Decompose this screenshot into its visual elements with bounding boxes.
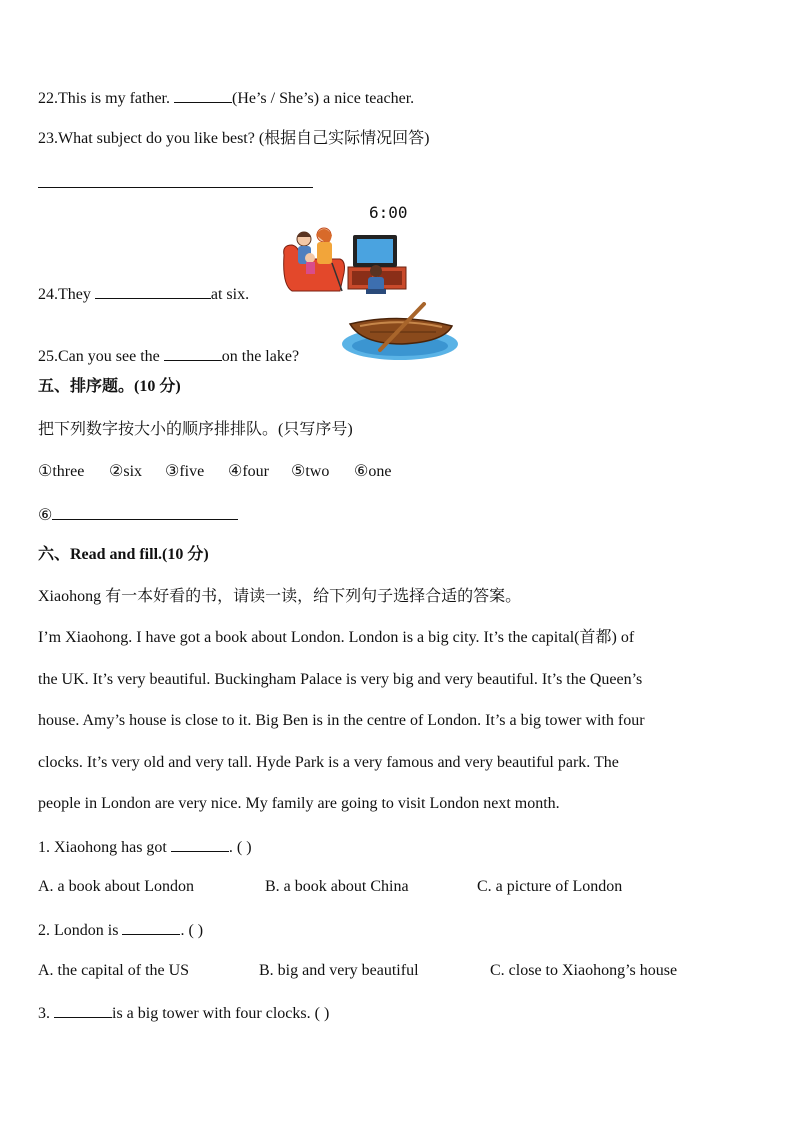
reading-question-2 xyxy=(38,919,203,941)
passage-line: I’m Xiaohong. I have got a book about London. London is a big city. It’s the capital(首都) of xyxy=(38,629,635,646)
sorting-answer xyxy=(38,504,238,526)
section-6-title: 六、Read and fill.(10 分) xyxy=(38,546,209,563)
section-6-instruction: Xiaohong 有一本好看的书，请读一读，给下列句子选择合适的答案。 xyxy=(38,588,522,605)
question-25 xyxy=(38,345,299,367)
q22-answer-blank[interactable] xyxy=(174,87,232,103)
question-24 xyxy=(38,283,249,305)
rq3-answer-blank[interactable] xyxy=(54,1002,112,1018)
rq2-options xyxy=(38,961,677,981)
q25-answer-blank[interactable] xyxy=(164,345,222,361)
q22-text-after: (He’s / She’s) a nice teacher. xyxy=(231,90,415,107)
section-5-title: 五、排序题。(10 分) xyxy=(38,378,181,395)
number-items-list xyxy=(38,462,391,482)
rq2-text-before: 2. London is xyxy=(38,922,123,939)
number-item: ⑤two xyxy=(291,463,330,480)
rq1-option-c[interactable]: C. a picture of London xyxy=(477,878,623,895)
rq1-option-a[interactable]: A. a book about London xyxy=(38,878,194,895)
q25-text-before: 25.Can you see the xyxy=(38,348,164,365)
passage-line: the UK. It’s very beautiful. Buckingham Palace is very big and very beautiful. It’s the Queen’s xyxy=(38,671,643,688)
rq2-option-a[interactable]: A. the capital of the US xyxy=(38,962,190,979)
family-watching-tv-picture xyxy=(280,225,410,297)
q24-text-before: 24.They xyxy=(38,286,95,303)
q24-answer-blank[interactable] xyxy=(95,283,211,299)
rq1-text-after: . ( ) xyxy=(228,839,252,856)
question-22 xyxy=(38,87,414,109)
number-item: ①three xyxy=(38,463,85,480)
rq1-answer-blank[interactable] xyxy=(171,836,229,852)
section-5-instruction: 把下列数字按大小的顺序排排队。(只写序号) xyxy=(38,421,353,438)
q25-text-after: on the lake? xyxy=(221,348,300,365)
number-item: ②six xyxy=(109,463,143,480)
number-item: ③five xyxy=(165,463,205,480)
passage-line: people in London are very nice. My family are going to visit London next month. xyxy=(38,795,560,812)
reading-question-1 xyxy=(38,836,252,858)
rq1-text-before: 1. Xiaohong has got xyxy=(38,839,171,856)
number-item: ④four xyxy=(228,463,269,480)
reading-question-3 xyxy=(38,1002,329,1024)
rq1-option-b[interactable]: B. a book about China xyxy=(265,878,409,895)
q24-text-after: at six. xyxy=(210,286,250,303)
q22-text-before: 22.This is my father. xyxy=(38,90,174,107)
q23-answer-line[interactable] xyxy=(38,187,313,188)
rq2-text-after: . ( ) xyxy=(180,922,204,939)
passage-line: clocks. It’s very old and very tall. Hyde Park is a very famous and very beautiful park. The xyxy=(38,754,619,771)
clock-time-label: 6:00 xyxy=(369,203,408,222)
boat-on-lake-picture xyxy=(340,302,460,362)
rq2-answer-blank[interactable] xyxy=(122,919,180,935)
rq3-text-before: 3. xyxy=(38,1005,54,1022)
rq2-option-c[interactable]: C. close to Xiaohong’s house xyxy=(490,962,678,979)
rq1-options xyxy=(38,877,622,897)
question-23: 23.What subject do you like best? (根据自己实际情况回答) xyxy=(38,130,430,147)
rq2-option-b[interactable]: B. big and very beautiful xyxy=(259,962,419,979)
sorting-answer-start: ⑥ xyxy=(38,507,53,524)
passage-line: house. Amy’s house is close to it. Big Ben is in the centre of London. It’s a big tower with four xyxy=(38,712,645,729)
number-item: ⑥one xyxy=(354,463,392,480)
rq3-text-after: is a big tower with four clocks. ( ) xyxy=(112,1005,330,1022)
sorting-answer-blank[interactable] xyxy=(52,504,238,520)
